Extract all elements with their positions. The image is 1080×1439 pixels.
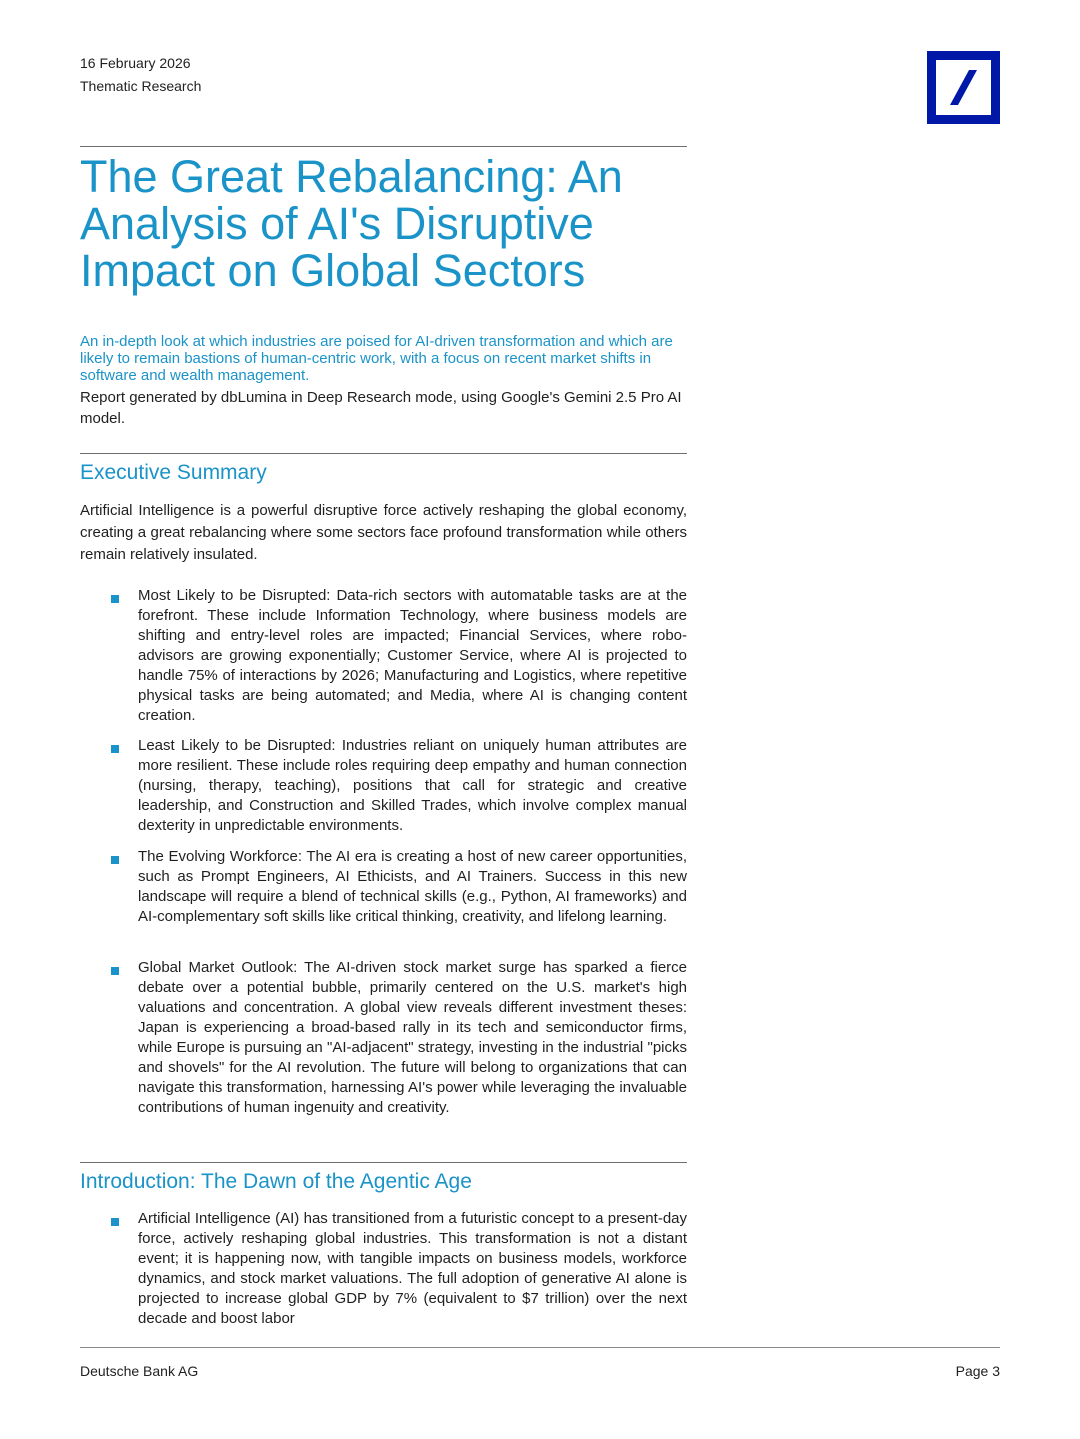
list-item: Global Market Outlook: The AI-driven stock market surge has sparked a fierce debate over a potential bubble, primarily centered on the U.S. market's high valuations and concentration. A global view reveals different investment theses: Japan is experiencing a broad-based rally in its tech and semiconductor firms, while Europe is pursuing an "AI-adjacent" strategy, investing in the industrial "picks and shovels" for the AI revolution. The future will belong to organizations that can navigate this transformation, harnessing AI's power while leveraging the invaluable contributions of human ingenuity and creativity. xyxy=(138,959,687,1116)
exec-summary-intro: Artificial Intelligence is a powerful disruptive force actively reshaping the global economy, creating a great rebalancing where some sectors face profound transformation while others remain relatively insulated. xyxy=(80,502,687,563)
introduction-heading: Introduction: The Dawn of the Agentic Age xyxy=(80,1170,472,1193)
logo-slash-icon xyxy=(927,51,1000,124)
deutsche-bank-logo-icon xyxy=(927,51,1000,124)
introduction-rule xyxy=(80,1162,687,1163)
report-header xyxy=(80,52,201,98)
bullet-marker xyxy=(111,595,119,603)
generated-by-note: Report generated by dbLumina in Deep Research mode, using Google's Gemini 2.5 Pro AI model. xyxy=(80,389,682,427)
footer-rule xyxy=(80,1347,1000,1348)
footer-company: Deutsche Bank AG xyxy=(80,1363,199,1379)
bullet-marker xyxy=(111,856,119,864)
page-number: Page 3 xyxy=(955,1363,1000,1379)
title-top-rule xyxy=(80,146,687,147)
list-item: Least Likely to be Disrupted: Industries reliant on uniquely human attributes are more resilient. These include roles requiring deep empathy and human connection (nursing, therapy, teaching), positions that call for strategic and creative leadership, and Construction and Skilled Trades, which involve complex manual dexterity in unpredictable environments. xyxy=(138,737,687,834)
bullet-marker xyxy=(111,745,119,753)
exec-summary-rule xyxy=(80,453,687,454)
exec-summary-heading: Executive Summary xyxy=(80,461,267,484)
report-category: Thematic Research xyxy=(80,78,202,94)
report-subtitle: An in-depth look at which industries are poised for AI-driven transformation and which are likely to remain bastions of human-centric work, with a focus on recent market shifts in software and wealth management. xyxy=(80,333,673,384)
list-item: The Evolving Workforce: The AI era is creating a host of new career opportunities, such as Prompt Engineers, AI Ethicists, and AI Trainers. Success in this new landscape will require a blend of technical skills (e.g., Python, AI frameworks) and AI-complementary soft skills like critical thinking, creativity, and lifelong learning. xyxy=(138,848,687,925)
list-item: Artificial Intelligence (AI) has transitioned from a futuristic concept to a present-day force, actively reshaping global industries. This transformation is not a distant event; it is happening now, with tangible impacts on business models, workforce dynamics, and stock market valuations. The full adoption of generative AI alone is projected to increase global GDP by 7% (equivalent to $7 trillion) over the next decade and boost labor xyxy=(138,1210,687,1327)
page-title: The Great Rebalancing: An Analysis of AI's Disruptive Impact on Global Sectors xyxy=(80,151,623,296)
bullet-marker xyxy=(111,1218,119,1226)
bullet-marker xyxy=(111,967,119,975)
report-date: 16 February 2026 xyxy=(80,55,191,71)
list-item: Most Likely to be Disrupted: Data-rich sectors with automatable tasks are at the forefront. These include Information Technology, where business models are shifting and entry-level roles are impacted; Financial Services, where robo-advisors are growing exponentially; Customer Service, where AI is projected to handle 75% of interactions by 2026; Manufacturing and Logistics, where repetitive physical tasks are being automated; and Media, where AI is changing content creation. xyxy=(138,587,687,724)
